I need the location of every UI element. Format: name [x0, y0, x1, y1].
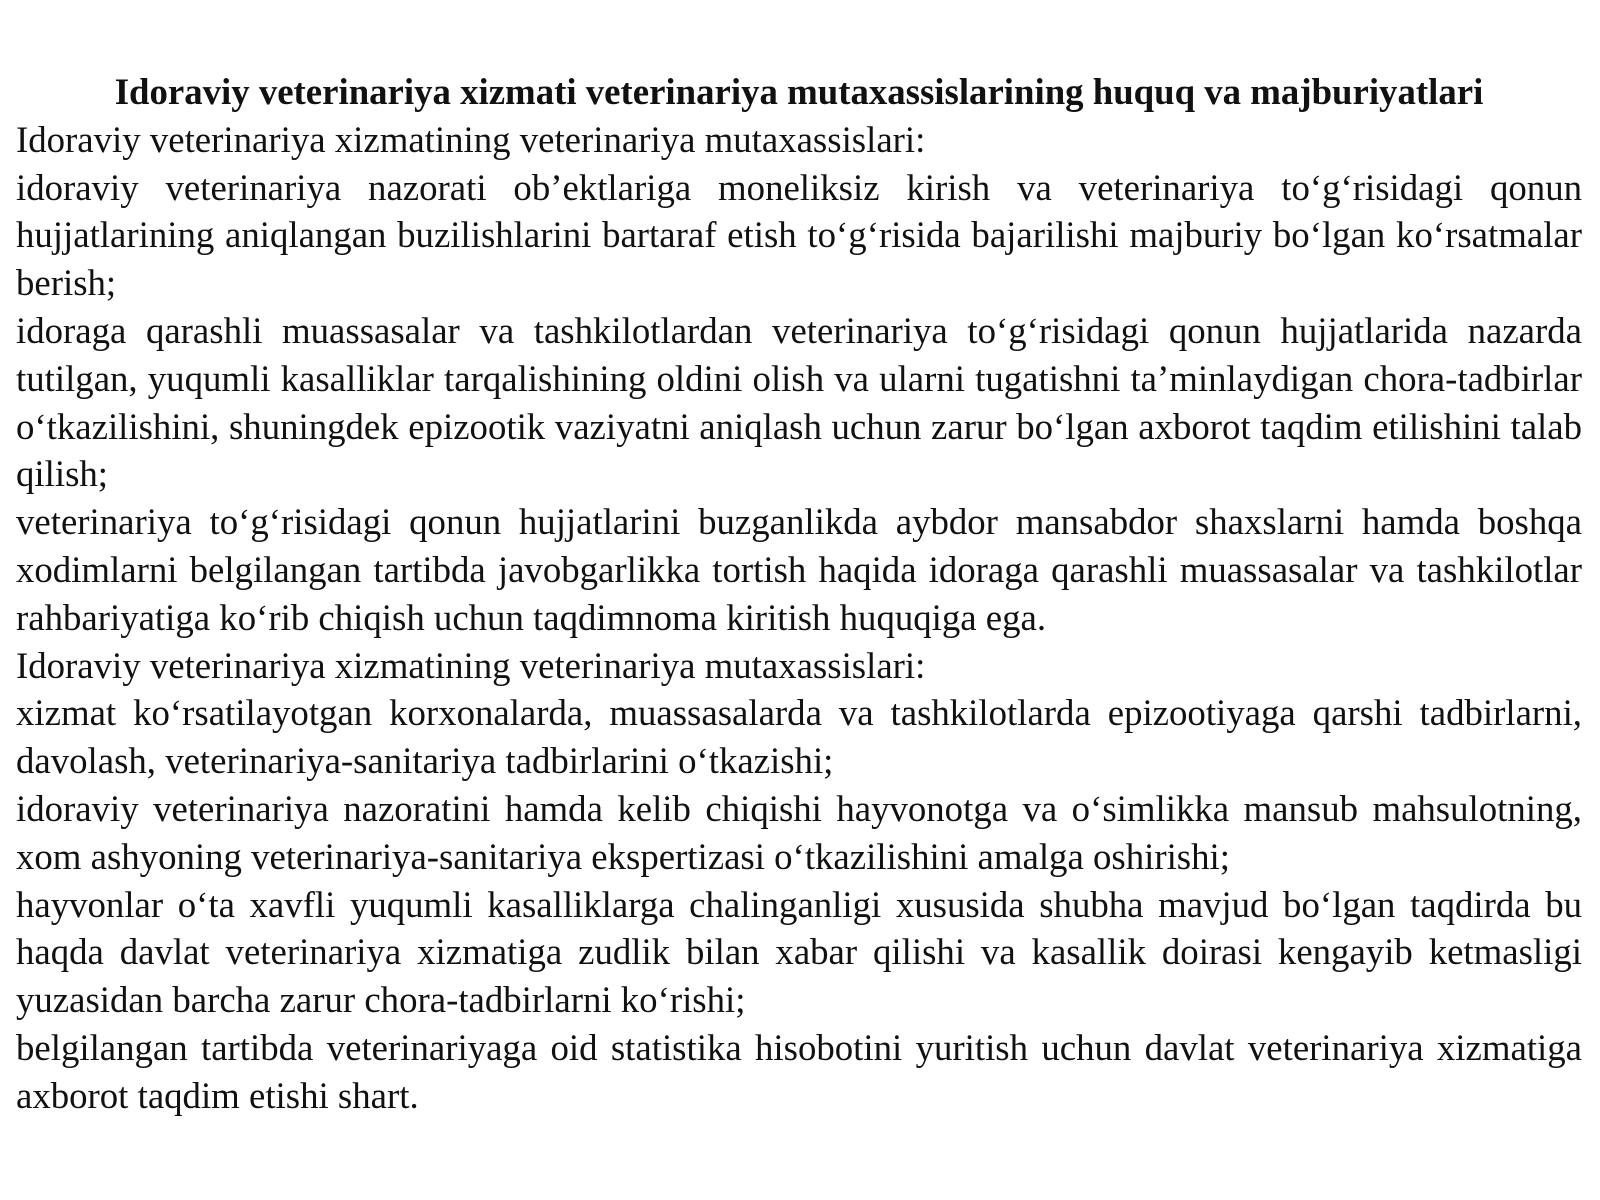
- section-2-item-2: idoraviy veterinariya nazoratini hamda kelib chiqishi hayvonotga va o‘simlikka mansub mahsulotning, xom ashyoning veterinariya-sanitariya ekspertizasi o‘tkazilishini amalga oshirishi;: [16, 787, 1582, 877]
- document-title: Idoraviy veterinariya xizmati veterinariya mutaxassislarining huquq va majburiyatlari: [114, 71, 1484, 112]
- section-2-item-4: belgilangan tartibda veterinariyaga oid statistika hisobotini yuritish uchun davlat veterinariya xizmatiga axborot taqdim etishi shart.: [16, 1026, 1582, 1116]
- section-1-item-1: idoraviy veterinariya nazorati ob’ektlariga moneliksiz kirish va veterinariya to‘g‘risidagi qonun hujjatlarining aniqlangan buzilishlarini bartaraf etish to‘g‘risida bajarilishi majburiy bo‘lgan ko‘rsatmalar berish;: [16, 166, 1582, 304]
- section-1-item-2: idoraga qarashli muassasalar va tashkilotlardan veterinariya to‘g‘risidagi qonun hujjatlarida nazarda tutilgan, yuqumli kasalliklar tarqalishining oldini olish va ularni tugatishni ta’minlaydigan chora-tadbirlar o‘tkazilishini, shuningdek epizootik vaziyatni aniqlash uchun zarur bo‘lgan axborot taqdim etilishini talab qilish;: [16, 309, 1582, 495]
- section-2-item-3: hayvonlar o‘ta xavfli yuqumli kasalliklarga chalinganligi xususida shubha mavjud bo‘lgan taqdirda bu haqda davlat veterinariya xizmatiga zudlik bilan xabar qilishi va kasallik doirasi kengayib ketmasligi yuzasidan barcha zarur chora-tadbirlarni ko‘rishi;: [16, 883, 1582, 1021]
- document-page: [16, 68, 1582, 1120]
- section-1-intro: Idoraviy veterinariya xizmatining veterinariya mutaxassislari:: [16, 118, 926, 160]
- section-2-intro: Idoraviy veterinariya xizmatining veterinariya mutaxassislari:: [16, 644, 926, 686]
- section-1-item-3: veterinariya to‘g‘risidagi qonun hujjatlarini buzganlikda aybdor mansabdor shaxslarni hamda boshqa xodimlarni belgilangan tartibda javobgarlikka tortish haqida idoraga qarashli muassasalar va tashkilotlar rahbariyatiga ko‘rib chiqish uchun taqdimnoma kiritish huquqiga ega.: [16, 501, 1582, 638]
- section-2-item-1: xizmat ko‘rsatilayotgan korxonalarda, muassasalarda va tashkilotlarda epizootiyaga qarshi tadbirlarni, davolash, veterinariya-sanitariya tadbirlarini o‘tkazishi;: [16, 692, 1582, 782]
